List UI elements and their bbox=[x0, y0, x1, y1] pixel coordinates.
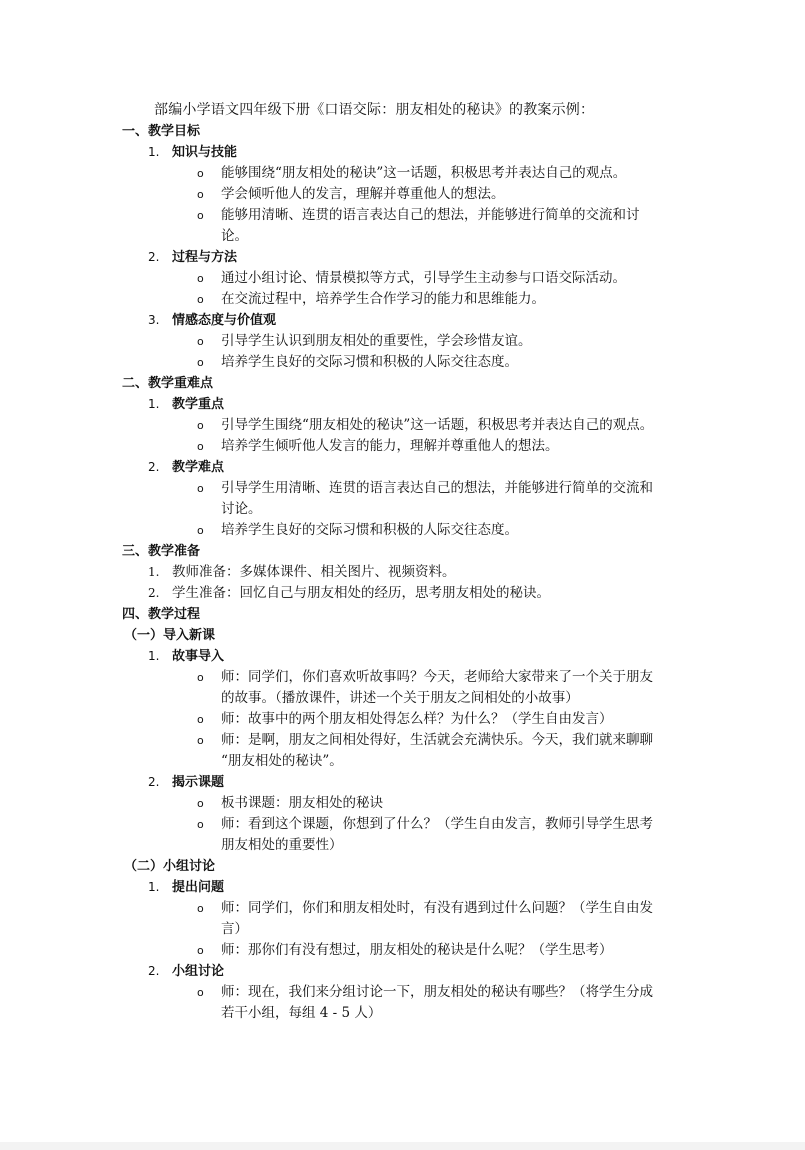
bullet-icon: o bbox=[197, 440, 204, 453]
list-item: o 通过小组讨论、情景模拟等方式，引导学生主动参与口语交际活动。 bbox=[0, 268, 675, 289]
section-heading: 一、教学目标 bbox=[122, 124, 201, 139]
numbered-heading: 1. 教学重点 bbox=[148, 397, 225, 412]
list-item: o 能够围绕“朋友相处的秘诀”这一话题，积极思考并表达自己的观点。 bbox=[0, 163, 675, 184]
list-item: o 培养学生良好的交际习惯和积极的人际交往态度。 bbox=[0, 520, 675, 541]
list-item-continuation: “朋友相处的秘诀”。 bbox=[221, 753, 343, 769]
bullet-icon: o bbox=[197, 272, 204, 285]
list-item: o 引导学生用清晰、连贯的语言表达自己的想法，并能够进行简单的交流和 bbox=[0, 478, 675, 499]
bullet-icon: o bbox=[197, 188, 204, 201]
bullet-icon: o bbox=[197, 734, 204, 747]
list-item: o 板书课题：朋友相处的秘诀 bbox=[0, 793, 675, 814]
bullet-icon: o bbox=[197, 944, 204, 957]
list-item-continuation: 朋友相处的重要性） bbox=[221, 837, 343, 853]
numbered-item: 2. 学生准备：回忆自己与朋友相处的经历，思考朋友相处的秘诀。 bbox=[148, 585, 550, 601]
list-item: o 师：故事中的两个朋友相处得怎么样？为什么？（学生自由发言） bbox=[0, 709, 675, 730]
bullet-icon: o bbox=[197, 524, 204, 537]
bullet-icon: o bbox=[197, 419, 204, 432]
list-item: o 师：那你们有没有想过，朋友相处的秘诀是什么呢？（学生思考） bbox=[0, 940, 675, 961]
list-item-continuation: 言） bbox=[221, 921, 248, 937]
numbered-heading: 2. 过程与方法 bbox=[148, 250, 238, 265]
bullet-icon: o bbox=[197, 482, 204, 495]
section-heading: 四、教学过程 bbox=[122, 607, 201, 622]
numbered-heading: 2. 揭示课题 bbox=[148, 775, 225, 790]
list-item-continuation: 论。 bbox=[221, 228, 248, 244]
numbered-heading: 1. 知识与技能 bbox=[148, 145, 238, 160]
numbered-heading: 3. 情感态度与价值观 bbox=[148, 313, 277, 328]
numbered-heading: 1. 提出问题 bbox=[148, 880, 225, 895]
numbered-heading: 2. 小组讨论 bbox=[148, 964, 225, 979]
bullet-icon: o bbox=[197, 167, 204, 180]
bullet-icon: o bbox=[197, 209, 204, 222]
list-item-continuation: 的故事。（播放课件，讲述一个关于朋友之间相处的小故事） bbox=[221, 690, 579, 706]
list-item: o 培养学生良好的交际习惯和积极的人际交往态度。 bbox=[0, 352, 675, 373]
list-item: o 师：现在，我们来分组讨论一下，朋友相处的秘诀有哪些？（将学生分成 bbox=[0, 982, 675, 1003]
list-item: o 引导学生围绕“朋友相处的秘诀”这一话题，积极思考并表达自己的观点。 bbox=[0, 415, 675, 436]
numbered-heading: 1. 故事导入 bbox=[148, 649, 225, 664]
list-item: o 能够用清晰、连贯的语言表达自己的想法，并能够进行简单的交流和讨 bbox=[0, 205, 675, 226]
bullet-icon: o bbox=[197, 986, 204, 999]
numbered-item: 1. 教师准备：多媒体课件、相关图片、视频资料。 bbox=[148, 564, 456, 580]
list-item-continuation: 若干小组，每组 4 - 5 人） bbox=[221, 1005, 382, 1021]
section-heading: 二、教学重难点 bbox=[122, 376, 214, 391]
list-item: o 师：看到这个课题，你想到了什么？（学生自由发言，教师引导学生思考 bbox=[0, 814, 675, 835]
bullet-icon: o bbox=[197, 797, 204, 810]
list-item: o 学会倾听他人的发言，理解并尊重他人的想法。 bbox=[0, 184, 675, 205]
list-item: o 师：同学们，你们喜欢听故事吗？今天，老师给大家带来了一个关于朋友 bbox=[0, 667, 675, 688]
bullet-icon: o bbox=[197, 902, 204, 915]
subsection-heading: （二）小组讨论 bbox=[124, 859, 216, 874]
list-item: o 师：是啊，朋友之间相处得好，生活就会充满快乐。今天，我们就来聊聊 bbox=[0, 730, 675, 751]
lesson-plan bbox=[0, 100, 805, 1024]
page-title: 部编小学语文四年级下册《口语交际：朋友相处的秘诀》的教案示例： bbox=[154, 102, 595, 118]
bullet-icon: o bbox=[197, 818, 204, 831]
bullet-icon: o bbox=[197, 335, 204, 348]
subsection-heading: （一）导入新课 bbox=[124, 628, 216, 643]
bullet-icon: o bbox=[197, 671, 204, 684]
list-item: o 引导学生认识到朋友相处的重要性，学会珍惜友谊。 bbox=[0, 331, 675, 352]
list-item-continuation: 讨论。 bbox=[221, 501, 262, 517]
section-heading: 三、教学准备 bbox=[122, 544, 201, 559]
list-item: o 师：同学们，你们和朋友相处时，有没有遇到过什么问题？（学生自由发 bbox=[0, 898, 675, 919]
bullet-icon: o bbox=[197, 356, 204, 369]
bullet-icon: o bbox=[197, 713, 204, 726]
numbered-heading: 2. 教学难点 bbox=[148, 460, 225, 475]
list-item: o 在交流过程中，培养学生合作学习的能力和思维能力。 bbox=[0, 289, 675, 310]
list-item: o 培养学生倾听他人发言的能力，理解并尊重他人的想法。 bbox=[0, 436, 675, 457]
bullet-icon: o bbox=[197, 293, 204, 306]
